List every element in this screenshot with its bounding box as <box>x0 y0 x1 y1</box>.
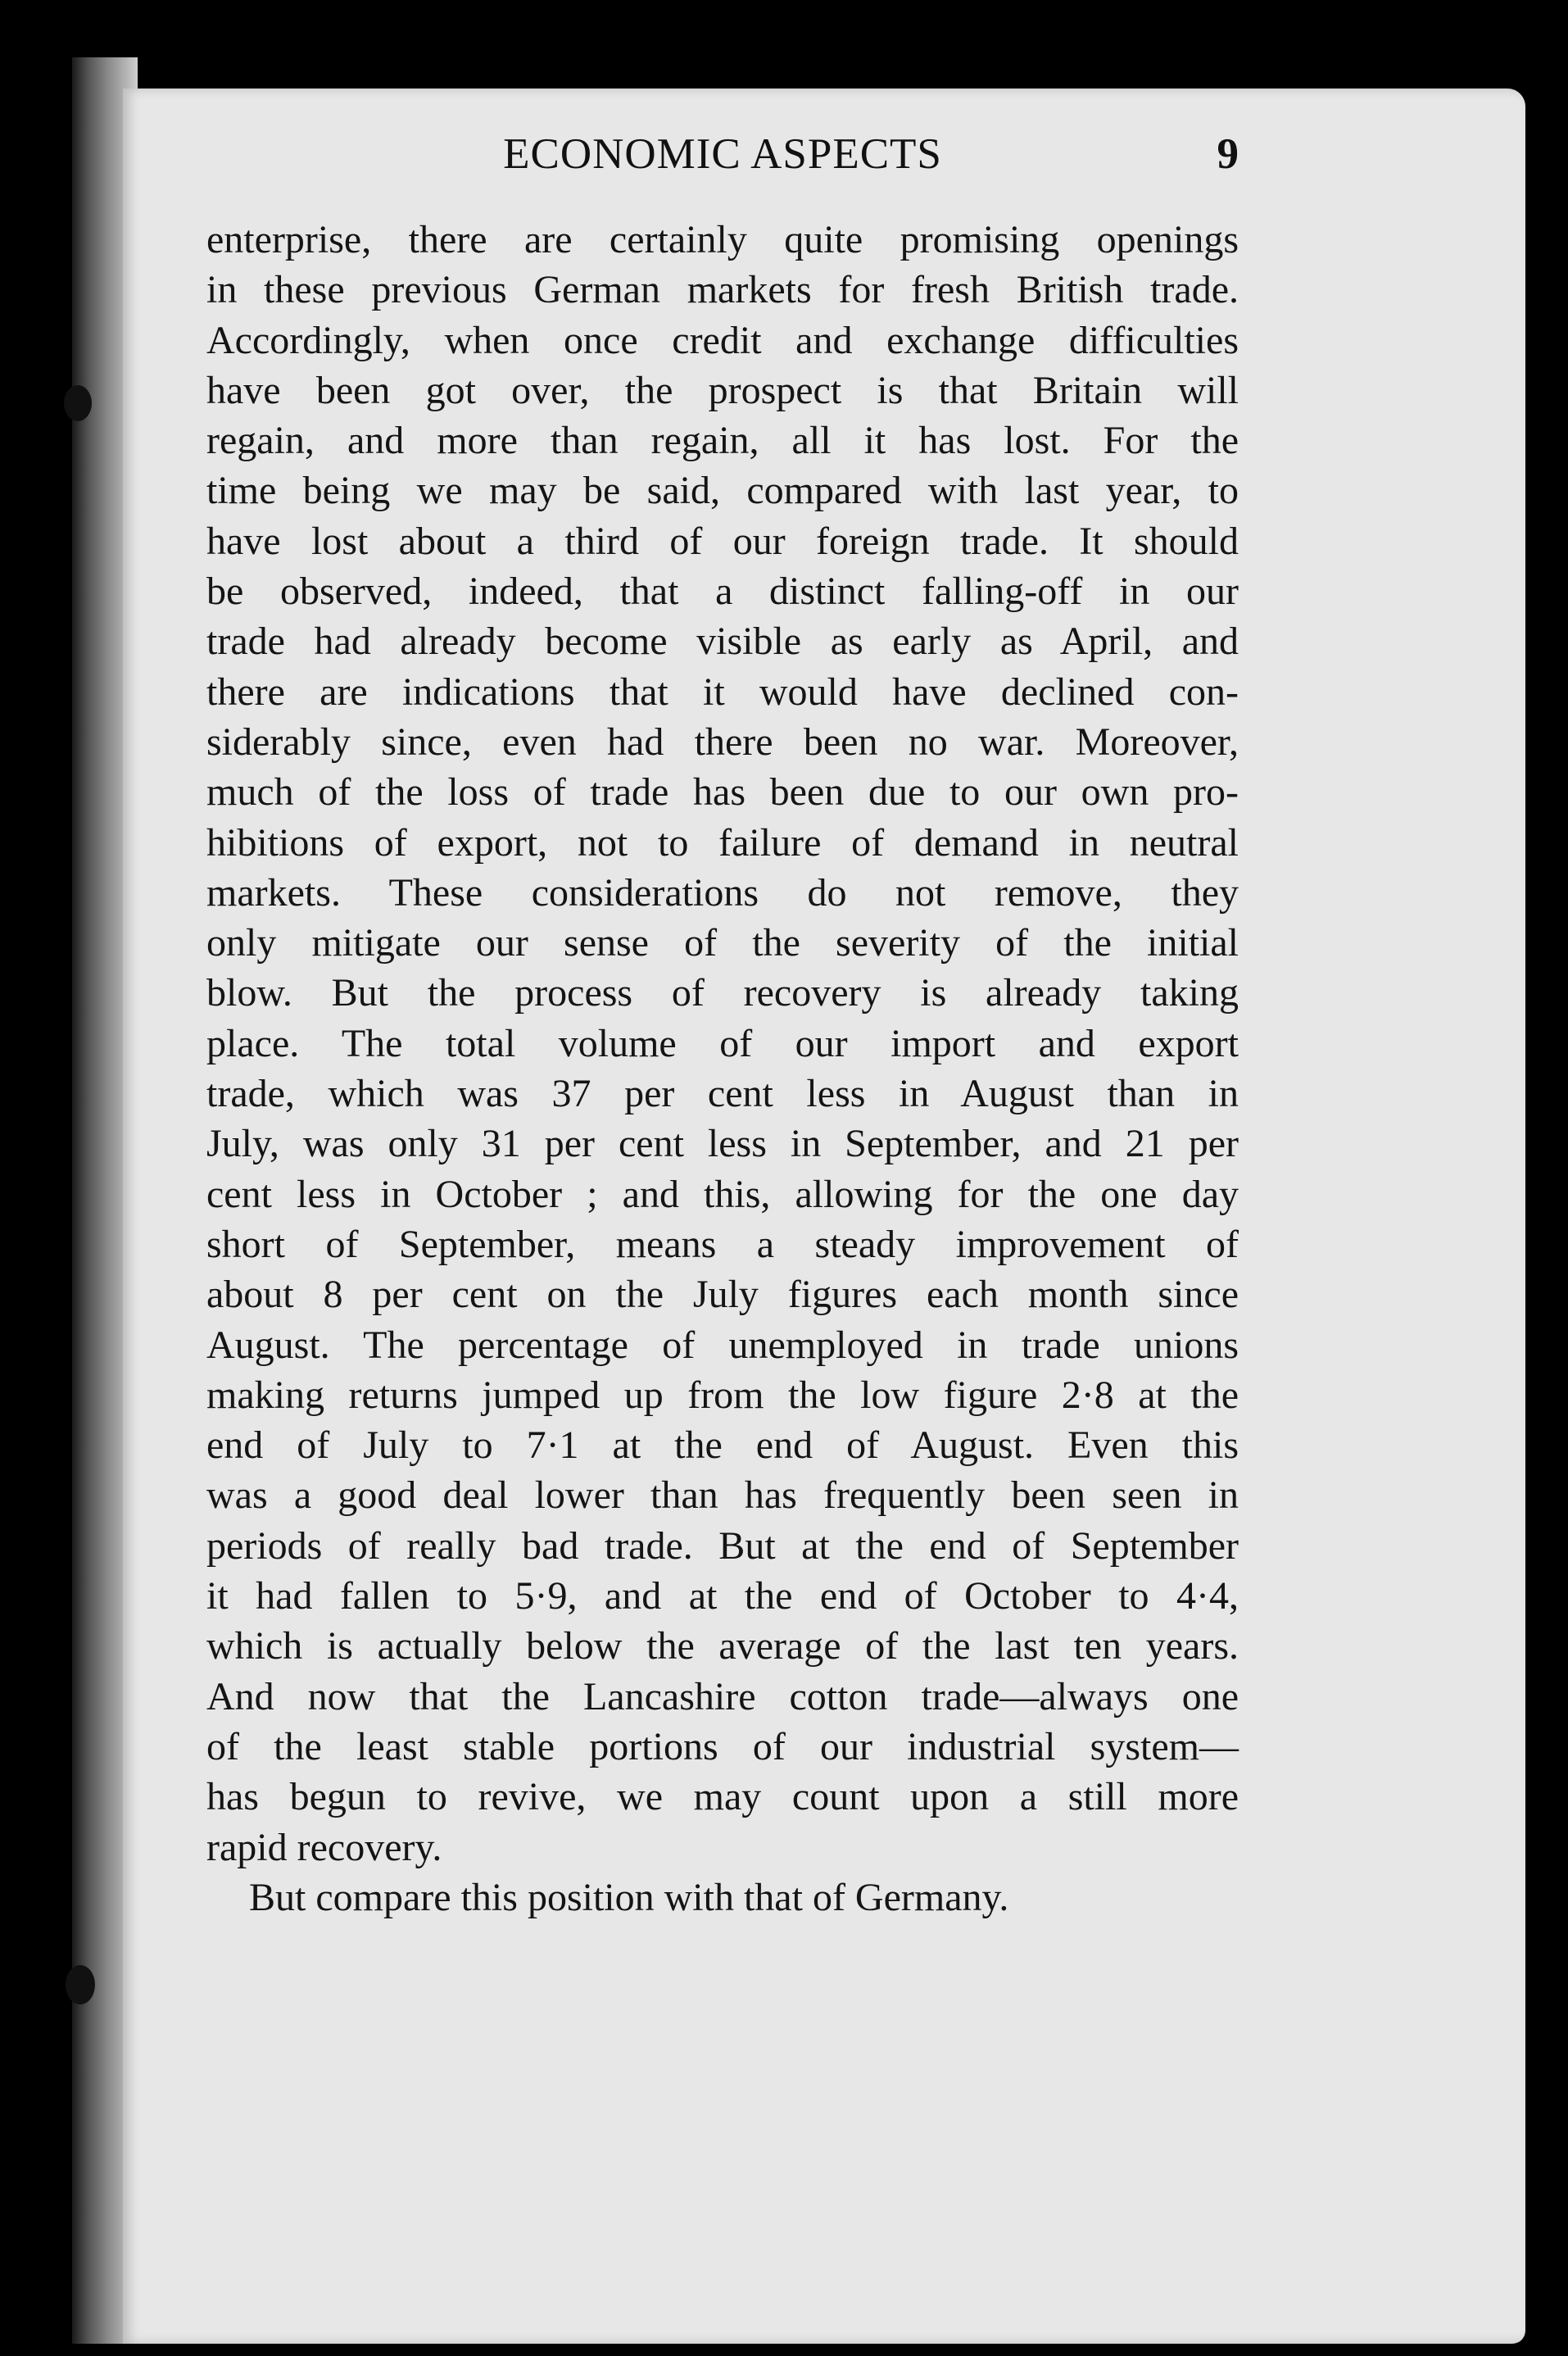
text-line: markets. These considerations do not remove, they <box>206 870 1239 915</box>
paragraph-1 <box>206 215 1239 1873</box>
text-line: end of July to 7·1 at the end of August. Even this <box>206 1423 1239 1468</box>
text-line: be observed, indeed, that a distinct falling-off in our <box>206 570 1239 614</box>
page-number: 9 <box>1217 130 1239 178</box>
text-line: But compare this position with that of Germany. <box>249 1875 1009 1919</box>
text-line: cent less in October ; and this, allowing for the one day <box>206 1172 1239 1216</box>
running-head: ECONOMIC ASPECTS <box>503 130 942 178</box>
text-line: which is actually below the average of the last ten years. <box>206 1624 1239 1668</box>
text-line: blow. But the process of recovery is already taking <box>206 971 1239 1015</box>
text-line: siderably since, even had there been no war. Moreover, <box>206 720 1239 764</box>
text-line: time being we may be said, compared with last year, to <box>206 469 1239 513</box>
text-line: rapid recovery. <box>206 1825 442 1869</box>
paragraph-2 <box>206 1873 1239 1922</box>
text-line: much of the loss of trade has been due to our own pro- <box>206 770 1239 815</box>
text-line: there are indications that it would have declined con- <box>206 670 1239 714</box>
text-line: trade had already become visible as early as April, and <box>206 620 1239 664</box>
text-line: August. The percentage of unemployed in trade unions <box>206 1323 1239 1367</box>
text-line: have lost about a third of our foreign trade. It should <box>206 519 1239 563</box>
text-line: Accordingly, when once credit and exchange difficulties <box>206 318 1239 362</box>
text-line: was a good deal lower than has frequently been seen in <box>206 1473 1239 1518</box>
text-line: has begun to revive, we may count upon a still more <box>206 1775 1239 1819</box>
text-line: place. The total volume of our import and export <box>206 1021 1239 1065</box>
text-line: periods of really bad trade. But at the end of September <box>206 1523 1239 1568</box>
text-line: have been got over, the prospect is that Britain will <box>206 368 1239 412</box>
text-line: regain, and more than regain, all it has lost. For the <box>206 419 1239 463</box>
text-line: it had fallen to 5·9, and at the end of October to 4·4, <box>206 1574 1239 1618</box>
text-line: trade, which was 37 per cent less in August than in <box>206 1072 1239 1116</box>
text-line: July, was only 31 per cent less in September, and 21 per <box>206 1122 1239 1166</box>
text-line: making returns jumped up from the low figure 2·8 at the <box>206 1373 1239 1417</box>
text-line: short of September, means a steady improvement of <box>206 1222 1239 1266</box>
body-text <box>206 215 1239 1922</box>
text-line: hibitions of export, not to failure of demand in neutral <box>206 820 1239 865</box>
text-line: And now that the Lancashire cotton trade—always one <box>206 1674 1239 1718</box>
text-line: of the least stable portions of our industrial system— <box>206 1724 1239 1768</box>
text-line: only mitigate our sense of the severity of the initial <box>206 921 1239 965</box>
text-line: enterprise, there are certainly quite promising openings <box>206 218 1239 261</box>
text-line: in these previous German markets for fresh British trade. <box>206 268 1239 312</box>
margin-ink-blot-bottom <box>66 1965 95 2004</box>
text-line: about 8 per cent on the July figures each month since <box>206 1273 1239 1317</box>
margin-ink-blot-top <box>64 385 92 421</box>
page-header <box>206 129 1239 195</box>
